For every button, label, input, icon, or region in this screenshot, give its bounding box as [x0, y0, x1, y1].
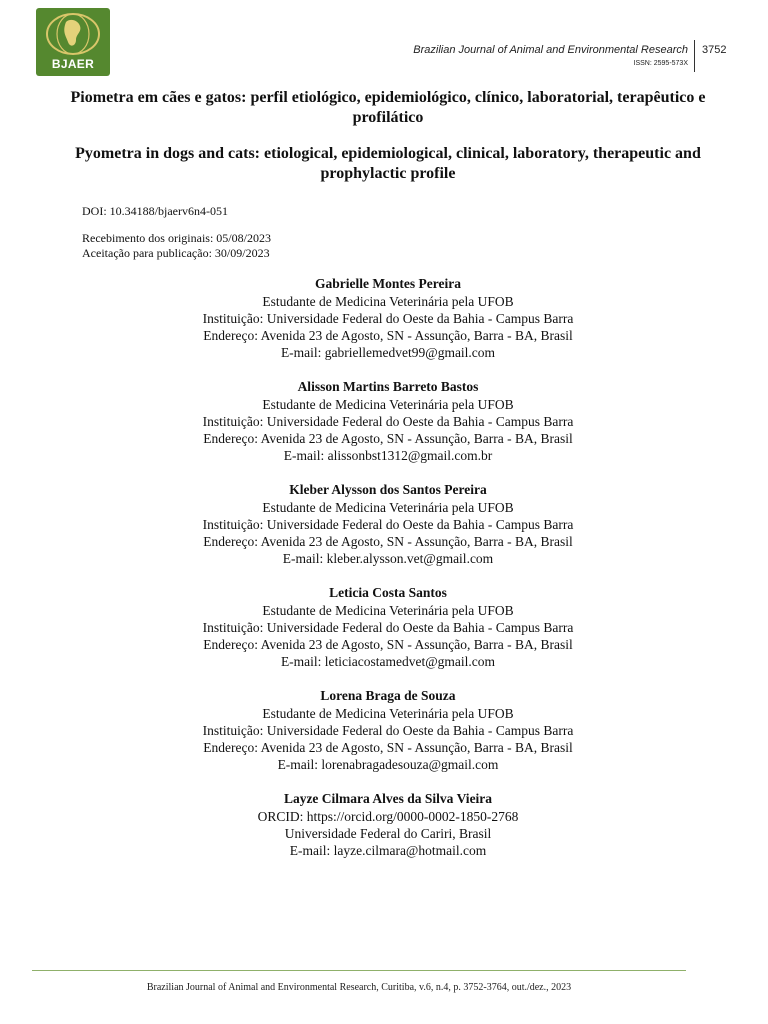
author-affiliation: Estudante de Medicina Veterinária pela UFOB — [262, 603, 514, 618]
header-journal-name: Brazilian Journal of Animal and Environmental Research — [413, 44, 688, 56]
author-block — [60, 790, 716, 859]
author-address: Endereço: Avenida 23 de Agosto, SN - Assunção, Barra - BA, Brasil — [203, 637, 573, 652]
journal-logo — [36, 8, 110, 76]
author-name: Gabrielle Montes Pereira — [315, 276, 461, 291]
author-name: Leticia Costa Santos — [329, 585, 447, 600]
author-address: Endereço: Avenida 23 de Agosto, SN - Assunção, Barra - BA, Brasil — [203, 534, 573, 549]
author-institution: Universidade Federal do Cariri, Brasil — [284, 826, 492, 841]
author-block — [60, 378, 716, 464]
author-institution: Instituição: Universidade Federal do Oeste da Bahia - Campus Barra — [202, 414, 574, 429]
author-list — [60, 275, 716, 876]
author-email: E-mail: gabriellemedvet99@gmail.com — [280, 345, 496, 360]
header-page-number: 3752 — [702, 44, 727, 56]
author-affiliation: Estudante de Medicina Veterinária pela UFOB — [262, 294, 514, 309]
doi: DOI: 10.34188/bjaerv6n4-051 — [82, 204, 228, 218]
author-block — [60, 275, 716, 361]
footer-divider — [32, 970, 686, 971]
author-email: E-mail: leticiacostamedvet@gmail.com — [280, 654, 496, 669]
author-name: Layze Cilmara Alves da Silva Vieira — [283, 791, 493, 806]
author-block — [60, 481, 716, 567]
title-english: Pyometra in dogs and cats: etiological, epidemiological, clinical, laboratory, therapeutic and prophylactic profile — [75, 145, 701, 182]
author-institution: Instituição: Universidade Federal do Oeste da Bahia - Campus Barra — [202, 620, 574, 635]
author-institution: Instituição: Universidade Federal do Oeste da Bahia - Campus Barra — [202, 723, 574, 738]
author-name: Kleber Alysson dos Santos Pereira — [289, 482, 487, 497]
received-date: Recebimento dos originais: 05/08/2023 — [82, 231, 271, 245]
author-block — [60, 687, 716, 773]
author-orcid: ORCID: https://orcid.org/0000-0002-1850-2768 — [257, 809, 519, 824]
author-affiliation: Estudante de Medicina Veterinária pela UFOB — [262, 397, 514, 412]
logo-text: BJAER — [51, 57, 95, 71]
author-address: Endereço: Avenida 23 de Agosto, SN - Assunção, Barra - BA, Brasil — [203, 431, 573, 446]
author-institution: Instituição: Universidade Federal do Oeste da Bahia - Campus Barra — [202, 517, 574, 532]
author-email: E-mail: layze.cilmara@hotmail.com — [289, 843, 487, 858]
header-divider — [694, 40, 695, 72]
footer-citation: Brazilian Journal of Animal and Environmental Research, Curitiba, v.6, n.4, p. 3752-3764, out./dez., 2023 — [146, 982, 572, 993]
accepted-date: Aceitação para publicação: 30/09/2023 — [82, 246, 270, 260]
author-address: Endereço: Avenida 23 de Agosto, SN - Assunção, Barra - BA, Brasil — [203, 328, 573, 343]
title-portuguese: Piometra em cães e gatos: perfil etiológico, epidemiológico, clínico, laboratorial, terapêutico e profilático — [70, 89, 706, 126]
author-address: Endereço: Avenida 23 de Agosto, SN - Assunção, Barra - BA, Brasil — [203, 740, 573, 755]
author-email: E-mail: alissonbst1312@gmail.com.br — [283, 448, 493, 463]
author-affiliation: Estudante de Medicina Veterinária pela UFOB — [262, 500, 514, 515]
author-email: E-mail: kleber.alysson.vet@gmail.com — [282, 551, 494, 566]
header-issn: ISSN: 2595-573X — [633, 60, 688, 67]
author-name: Alisson Martins Barreto Bastos — [297, 379, 479, 394]
author-institution: Instituição: Universidade Federal do Oeste da Bahia - Campus Barra — [202, 311, 574, 326]
author-block — [60, 584, 716, 670]
author-affiliation: Estudante de Medicina Veterinária pela UFOB — [262, 706, 514, 721]
author-name: Lorena Braga de Souza — [320, 688, 456, 703]
author-email: E-mail: lorenabragadesouza@gmail.com — [277, 757, 499, 772]
